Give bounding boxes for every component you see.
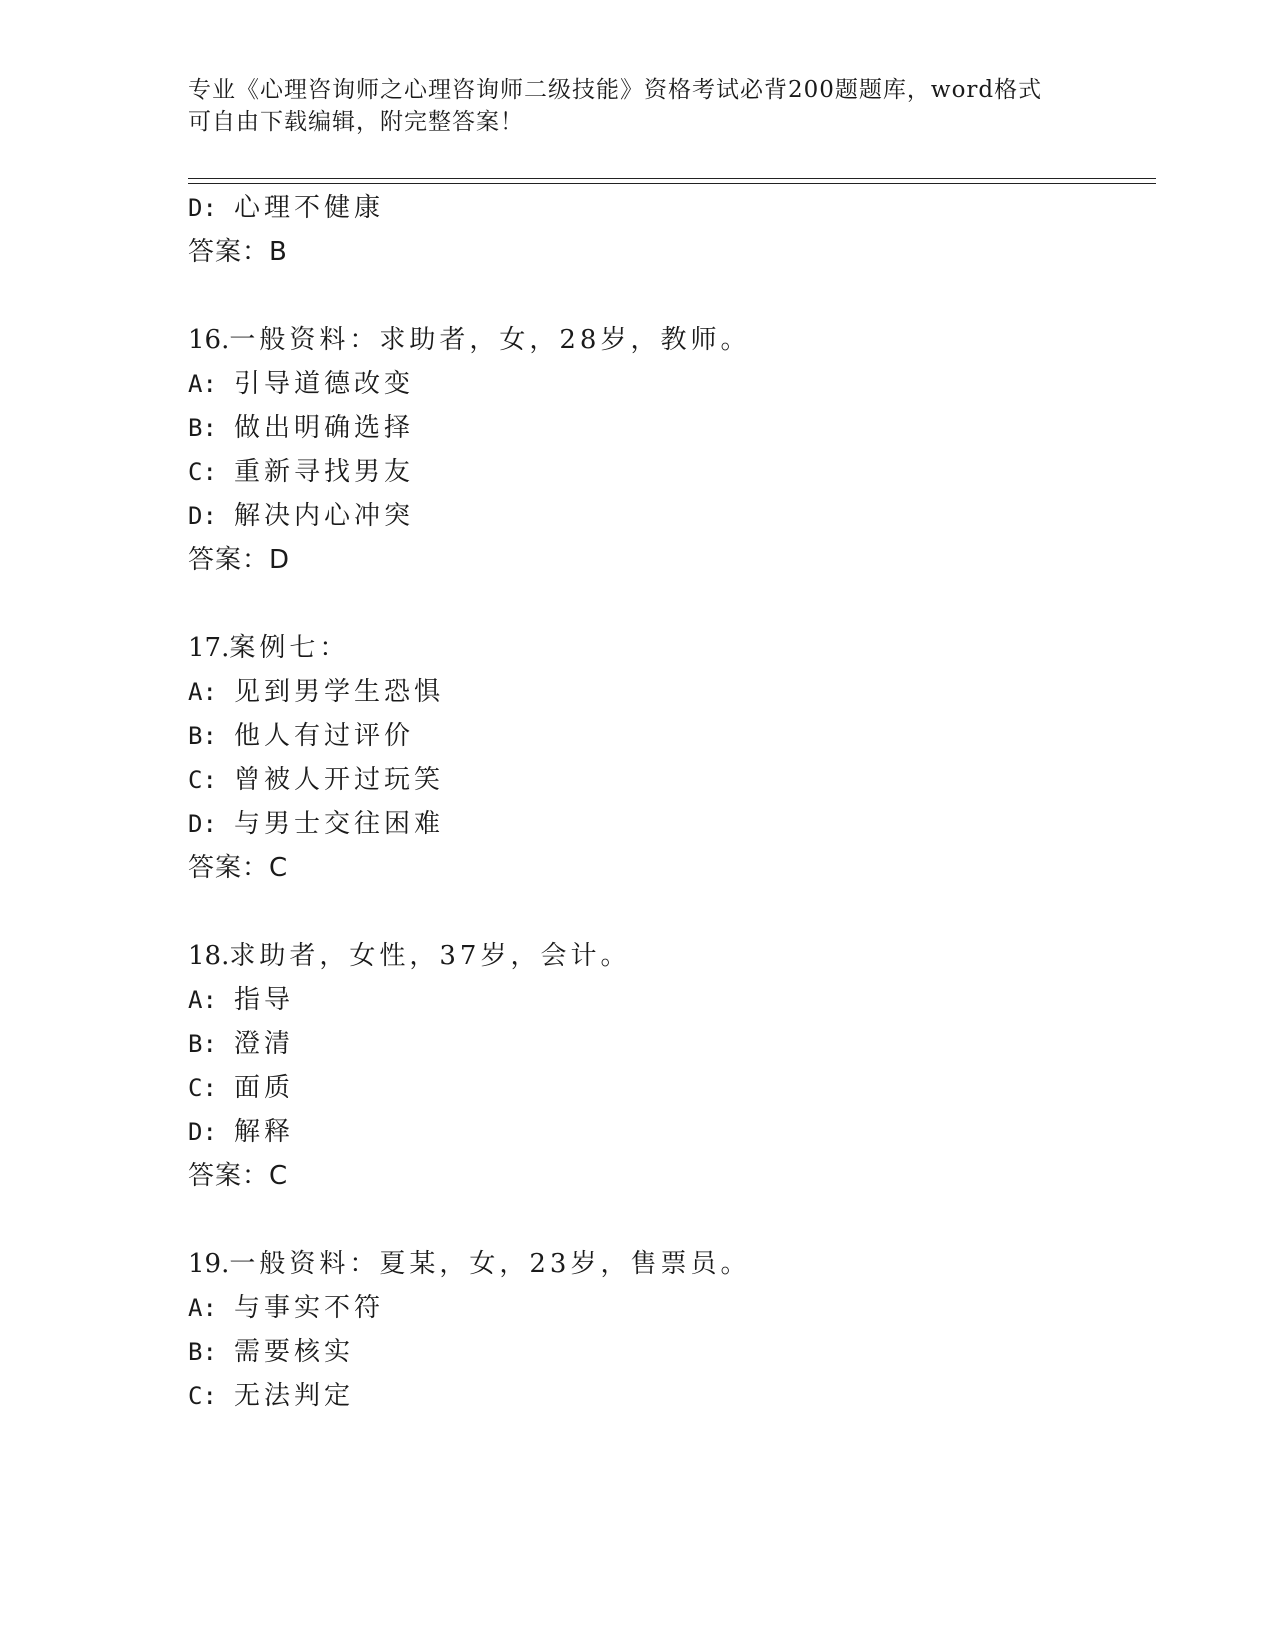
option-text: 心理不健康 bbox=[234, 193, 385, 223]
question-18-option-d bbox=[188, 1116, 294, 1148]
option-text: 与男士交往困难 bbox=[234, 809, 445, 839]
option-letter: A: bbox=[188, 678, 217, 706]
option-letter: A: bbox=[188, 370, 217, 398]
question-text: 一般资料：求助者，女，28岁，教师。 bbox=[229, 325, 751, 355]
question-18-answer: 答案：C bbox=[188, 1161, 289, 1191]
question-18-stem bbox=[188, 940, 630, 972]
question-16-option-d bbox=[188, 500, 414, 532]
question-text: 一般资料：夏某，女，23岁，售票员。 bbox=[229, 1249, 751, 1279]
question-17-option-c bbox=[188, 764, 444, 796]
question-16-answer: 答案：D bbox=[188, 545, 291, 575]
question-19-option-b bbox=[188, 1336, 354, 1368]
option-text: 无法判定 bbox=[234, 1381, 355, 1411]
option-text: 需要核实 bbox=[234, 1337, 355, 1367]
question-18-option-a bbox=[188, 984, 294, 1016]
question-19-option-a bbox=[188, 1292, 384, 1324]
option-text: 他人有过评价 bbox=[234, 721, 415, 751]
option-text: 重新寻找男友 bbox=[234, 457, 415, 487]
question-16-stem bbox=[188, 324, 750, 356]
question-17-option-a bbox=[188, 676, 444, 708]
option-text: 与事实不符 bbox=[234, 1293, 385, 1323]
option-letter: B: bbox=[188, 1030, 217, 1058]
question-18-option-b bbox=[188, 1028, 294, 1060]
option-letter: B: bbox=[188, 722, 217, 750]
option-letter: C: bbox=[188, 1382, 217, 1410]
option-text: 曾被人开过玩笑 bbox=[234, 765, 445, 795]
header-divider-top bbox=[188, 178, 1156, 179]
prev-option-d bbox=[188, 192, 384, 224]
option-letter: A: bbox=[188, 986, 217, 1014]
option-letter: B: bbox=[188, 414, 217, 442]
option-letter: D: bbox=[188, 502, 217, 530]
option-text: 解释 bbox=[234, 1117, 295, 1147]
question-number: 19. bbox=[188, 1249, 230, 1279]
question-number: 16. bbox=[188, 325, 230, 355]
option-letter: C: bbox=[188, 458, 217, 486]
option-text: 做出明确选择 bbox=[234, 413, 415, 443]
header-line-2: 可自由下载编辑，附完整答案！ bbox=[188, 109, 524, 135]
option-text: 澄清 bbox=[234, 1029, 295, 1059]
question-16-option-c bbox=[188, 456, 414, 488]
header-line-1: 专业《心理咨询师之心理咨询师二级技能》资格考试必背200题题库，word格式 bbox=[188, 77, 1043, 103]
prev-answer: 答案：B bbox=[188, 237, 288, 267]
option-letter: B: bbox=[188, 1338, 217, 1366]
question-text: 案例七： bbox=[229, 633, 350, 663]
question-17-stem bbox=[188, 632, 349, 664]
option-letter: D: bbox=[188, 194, 217, 222]
option-text: 指导 bbox=[234, 985, 295, 1015]
header-divider-bottom bbox=[188, 183, 1156, 184]
question-text: 求助者，女性，37岁，会计。 bbox=[229, 941, 631, 971]
option-letter: A: bbox=[188, 1294, 217, 1322]
option-letter: C: bbox=[188, 1074, 217, 1102]
option-text: 引导道德改变 bbox=[234, 369, 415, 399]
question-18-option-c bbox=[188, 1072, 294, 1104]
document-header bbox=[188, 74, 1088, 138]
option-text: 面质 bbox=[234, 1073, 295, 1103]
option-letter: D: bbox=[188, 810, 217, 838]
question-17-answer: 答案：C bbox=[188, 853, 289, 883]
option-text: 解决内心冲突 bbox=[234, 501, 415, 531]
question-19-option-c bbox=[188, 1380, 354, 1412]
option-letter: D: bbox=[188, 1118, 217, 1146]
question-17-option-d bbox=[188, 808, 444, 840]
question-16-option-b bbox=[188, 412, 414, 444]
question-16-option-a bbox=[188, 368, 414, 400]
option-text: 见到男学生恐惧 bbox=[234, 677, 445, 707]
question-number: 18. bbox=[188, 941, 230, 971]
question-number: 17. bbox=[188, 633, 230, 663]
question-19-stem bbox=[188, 1248, 750, 1280]
question-17-option-b bbox=[188, 720, 414, 752]
option-letter: C: bbox=[188, 766, 217, 794]
